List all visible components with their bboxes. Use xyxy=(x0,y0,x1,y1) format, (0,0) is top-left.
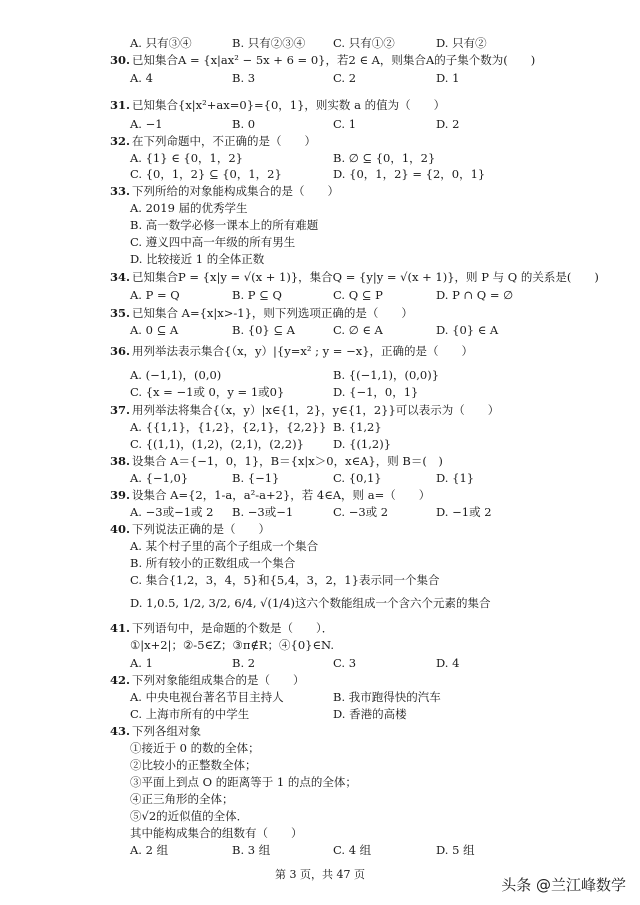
question-stem: 已知集合P = {x|y = √(x + 1)}，集合Q = {y|y = √(x + 1)}，则 P 与 Q 的关系是( ) xyxy=(132,270,599,284)
question-40 xyxy=(110,522,610,537)
option-a: A. 0 ⊆ A xyxy=(130,323,179,337)
option-b: B. 高一数学必修一课本上的所有难题 xyxy=(130,218,319,232)
option-b: B. 所有较小的正数组成一个集合 xyxy=(130,556,296,570)
option-d: D. 比较接近 1 的全体正数 xyxy=(130,252,265,266)
question-number: 40. xyxy=(110,522,131,536)
option-b: B. −3或−1 xyxy=(232,505,294,519)
question-31 xyxy=(110,98,610,113)
question-30 xyxy=(110,53,610,68)
option-c: C. 4 组 xyxy=(333,843,372,857)
question-35 xyxy=(110,306,610,321)
option-b: B. {−1} xyxy=(232,471,280,485)
option-b: B. {(−1,1)，(0,0)} xyxy=(333,368,440,382)
top-option-c: C. 只有①② xyxy=(333,36,395,50)
question-stem: 下列说法正确的是（ ） xyxy=(132,522,270,536)
option-a: A. {1} ∈ {0，1，2} xyxy=(130,151,243,165)
option-d: D. 4 xyxy=(436,656,460,670)
option-d: D. 1 xyxy=(436,71,460,85)
question-37 xyxy=(110,403,610,418)
top-option-a: A. 只有③④ xyxy=(130,36,192,50)
option-a: A. 2019 届的优秀学生 xyxy=(130,201,248,215)
option-b: B. ∅ ⊆ {0，1，2} xyxy=(333,151,436,165)
option-a: A. (−1,1)，(0,0) xyxy=(130,368,222,382)
option-a: A. −1 xyxy=(130,117,163,131)
top-option-b: B. 只有②③④ xyxy=(232,36,306,50)
option-c: C. Q ⊆ P xyxy=(333,288,383,302)
option-a: A. {{1,1}，{1,2}，{2,1}，{2,2}} xyxy=(130,420,327,434)
option-c: C. {x = −1或 0，y = 1或0} xyxy=(130,385,285,399)
question-38 xyxy=(110,454,610,469)
option-c: C. 集合{1,2，3，4，5}和{5,4，3，2，1}表示同一个集合 xyxy=(130,573,440,587)
option-c: C. −3或 2 xyxy=(333,505,389,519)
option-b: B. 3 组 xyxy=(232,843,271,857)
option-b: B. 3 xyxy=(232,71,256,85)
list-item: ③平面上到点 O 的距离等于 1 的点的全体； xyxy=(130,775,357,789)
option-d: D. 2 xyxy=(436,117,460,131)
option-a: A. 1 xyxy=(130,656,153,670)
question-stem: 下列所给的对象能构成集合的是（ ） xyxy=(132,184,339,198)
list-item: ②比较小的正整数全体； xyxy=(130,758,257,772)
option-c: C. {(1,1)，(1,2)，(2,1)，(2,2)} xyxy=(130,437,304,451)
question-stem: 用列举法表示集合{（x，y）|{y=x² ; y = −x}，正确的是（ ） xyxy=(132,344,474,358)
question-41 xyxy=(110,621,610,636)
question-stem: 已知集合A = {x|ax² − 5x + 6 = 0}，若2 ∈ A，则集合A的子集个数为( ) xyxy=(132,53,536,67)
option-a: A. −3或−1或 2 xyxy=(130,505,214,519)
question-stem: 下列各组对象 xyxy=(132,724,201,738)
option-d: D. {1} xyxy=(436,471,475,485)
option-d: D. {−1，0，1} xyxy=(333,385,419,399)
option-c: C. 遵义四中高一年级的所有男生 xyxy=(130,235,296,249)
list-item: ⑤√2的近似值的全体． xyxy=(130,809,249,823)
option-c: C. 2 xyxy=(333,71,357,85)
option-b: B. {0} ⊆ A xyxy=(232,323,295,337)
option-c: C. 上海市所有的中学生 xyxy=(130,707,250,721)
question-stem: 在下列命题中，不正确的是（ ） xyxy=(132,134,316,148)
option-d: D. P ∩ Q = ∅ xyxy=(436,288,514,302)
option-d: D. {0} ∈ A xyxy=(436,323,499,337)
question-number: 34. xyxy=(110,270,131,284)
option-d: D. 香港的高楼 xyxy=(333,707,407,721)
question-33 xyxy=(110,184,610,199)
option-a: A. 2 组 xyxy=(130,843,169,857)
option-b: B. {1,2} xyxy=(333,420,382,434)
question-39 xyxy=(110,488,610,503)
question-number: 36. xyxy=(110,344,131,358)
question-number: 35. xyxy=(110,306,131,320)
option-a: A. 某个村子里的高个子组成一个集合 xyxy=(130,539,319,553)
question-number: 32. xyxy=(110,134,131,148)
option-c: C. ∅ ∈ A xyxy=(333,323,383,337)
question-34 xyxy=(110,270,610,285)
question-42 xyxy=(110,673,610,688)
question-number: 41. xyxy=(110,621,131,635)
question-number: 42. xyxy=(110,673,131,687)
question-stem: 下列对象能组成集合的是（ ） xyxy=(132,673,305,687)
option-a: A. 4 xyxy=(130,71,153,85)
question-stem: 已知集合 A={x|x>-1}，则下列选项正确的是（ ） xyxy=(132,306,413,320)
question-number: 39. xyxy=(110,488,131,502)
question-number: 43. xyxy=(110,724,131,738)
option-b: B. 0 xyxy=(232,117,256,131)
option-d: D. 5 组 xyxy=(436,843,475,857)
question-stem: 设集合 A＝{−1，0，1}，B＝{x|x＞0，x∈A}，则 B＝( ) xyxy=(132,454,443,468)
option-b: B. P ⊆ Q xyxy=(232,288,282,302)
option-a: A. {−1,0} xyxy=(130,471,189,485)
top-option-d: D. 只有② xyxy=(436,36,487,50)
option-d: D. {0，1，2} = {2，0，1} xyxy=(333,167,486,181)
option-c: C. 1 xyxy=(333,117,357,131)
question-number: 33. xyxy=(110,184,131,198)
option-c: C. {0，1，2} ⊆ {0，1，2} xyxy=(130,167,282,181)
question-41-statements: ①|x+2|；②-5∈Z；③π∉R；④{0}∈N. xyxy=(130,638,334,652)
option-b: B. 我市跑得快的汽车 xyxy=(333,690,441,704)
question-stem: 已知集合{x|x²+ax=0}={0，1}，则实数 a 的值为（ ） xyxy=(132,98,446,112)
watermark: 头条 @兰江峰数学 xyxy=(501,876,626,894)
option-b: B. 2 xyxy=(232,656,256,670)
list-item: ①接近于 0 的数的全体； xyxy=(130,741,260,755)
question-43-tail: 其中能构成集合的组数有（ ） xyxy=(130,826,303,840)
question-number: 37. xyxy=(110,403,131,417)
question-stem: 下列语句中，是命题的个数是（ ）． xyxy=(132,621,334,635)
list-item: ④正三角形的全体； xyxy=(130,792,234,806)
question-number: 30. xyxy=(110,53,131,67)
question-stem: 用列举法将集合{（x，y）|x∈{1，2}，y∈{1，2}}可以表示为（ ） xyxy=(132,403,500,417)
option-c: C. {0,1} xyxy=(333,471,382,485)
question-43 xyxy=(110,724,610,739)
option-d: D. −1或 2 xyxy=(436,505,492,519)
question-number: 38. xyxy=(110,454,131,468)
page-number: 第 3 页，共 47 页 xyxy=(275,868,365,881)
question-number: 31. xyxy=(110,98,131,112)
option-a: A. P = Q xyxy=(130,288,180,302)
question-stem: 设集合 A={2，1-a，a²-a+2}，若 4∈A，则 a=（ ） xyxy=(132,488,431,502)
option-a: A. 中央电视台著名节目主持人 xyxy=(130,690,284,704)
question-36 xyxy=(110,344,610,359)
question-32 xyxy=(110,134,610,149)
option-d: D. 1,0.5, 1/2, 3/2, 6/4, √(1/4)这六个数能组成一个含六个元素的集合 xyxy=(130,596,491,610)
option-c: C. 3 xyxy=(333,656,357,670)
option-d: D. {(1,2)} xyxy=(333,437,392,451)
